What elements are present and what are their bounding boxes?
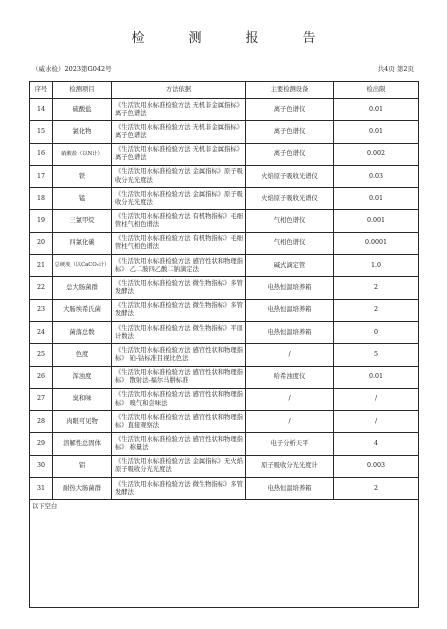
cell-device: / xyxy=(246,411,334,433)
cell-item: 浑浊度 xyxy=(53,366,112,388)
cell-no: 18 xyxy=(30,188,53,210)
cell-method: 《生活饮用水标准检验方法 感官性状和物理指标》 散射法-福尔马肼标准 xyxy=(112,366,246,388)
cell-no: 27 xyxy=(30,388,53,410)
cell-no: 16 xyxy=(30,143,53,165)
cell-limit: 0.01 xyxy=(334,121,419,143)
cell-item: 锰 xyxy=(53,188,112,210)
cell-method: 《生活饮用水标准检验方法 金属指标》原子吸收分光光度法 xyxy=(112,165,246,187)
cell-method: 《生活饮用水标准检验方法 感官性状和物理指标》 称量法 xyxy=(112,433,246,455)
cell-no: 31 xyxy=(30,478,53,500)
cell-limit: 0.01 xyxy=(334,366,419,388)
cell-item: 氯化物 xyxy=(53,121,112,143)
cell-limit: 0.01 xyxy=(334,99,419,121)
blank-row xyxy=(30,500,419,608)
cell-item: 铁 xyxy=(53,165,112,187)
cell-limit: 4 xyxy=(334,433,419,455)
cell-device: 火焰原子吸收光谱仪 xyxy=(246,188,334,210)
table-row xyxy=(30,388,419,410)
cell-method: 《生活饮用水标准检验方法 有机物指标》毛细管柱气相色谱法 xyxy=(112,210,246,232)
header-limit: 检出限 xyxy=(334,82,419,99)
table-row xyxy=(30,232,419,254)
table-row xyxy=(30,344,419,366)
cell-no: 25 xyxy=(30,344,53,366)
title-char: 告 xyxy=(302,31,316,46)
cell-device: 碱式滴定管 xyxy=(246,255,334,277)
cell-limit: 0.003 xyxy=(334,455,419,477)
cell-device: 电热恒温培养箱 xyxy=(246,321,334,343)
table-row xyxy=(30,121,419,143)
results-table xyxy=(29,81,419,608)
cell-no: 21 xyxy=(30,255,53,277)
header-method: 方法依据 xyxy=(112,82,246,99)
cell-method: 《生活饮用水标准检验方法 金属指标》原子吸收分光光度法 xyxy=(112,188,246,210)
cell-no: 22 xyxy=(30,277,53,299)
table-row xyxy=(30,210,419,232)
header-item: 检测项目 xyxy=(53,82,112,99)
table-row xyxy=(30,188,419,210)
cell-device: / xyxy=(246,344,334,366)
table-row xyxy=(30,455,419,477)
table-row xyxy=(30,299,419,321)
cell-no: 24 xyxy=(30,321,53,343)
cell-device: 电子分析天平 xyxy=(246,433,334,455)
page-info: 共4页 第2页 xyxy=(377,65,414,73)
cell-method: 《生活饮用水标准检验方法 感官性状和物理指标》 嗅气和尝味法 xyxy=(112,388,246,410)
table-row xyxy=(30,165,419,187)
cell-method: 《生活饮用水标准检验方法 微生物指标》平皿计数法 xyxy=(112,321,246,343)
cell-device: 电热恒温培养箱 xyxy=(246,277,334,299)
cell-item: 色度 xyxy=(53,344,112,366)
cell-item: 臭和味 xyxy=(53,388,112,410)
report-title xyxy=(0,27,447,46)
cell-limit: 0.01 xyxy=(334,188,419,210)
cell-limit: 0 xyxy=(334,321,419,343)
cell-limit: 0.002 xyxy=(334,143,419,165)
cell-device: 离子色谱仪 xyxy=(246,143,334,165)
table-row xyxy=(30,143,419,165)
cell-item: 大肠埃希氏菌 xyxy=(53,299,112,321)
cell-item: 四氯化碳 xyxy=(53,232,112,254)
cell-item: 硝酸盐（以N计） xyxy=(53,143,112,165)
cell-method: 《生活饮用水标准检验方法 无机非金属指标》离子色谱法 xyxy=(112,143,246,165)
cell-method: 《生活饮用水标准检验方法 无机非金属指标》离子色谱法 xyxy=(112,99,246,121)
cell-device: / xyxy=(246,388,334,410)
cell-limit: 2 xyxy=(334,299,419,321)
cell-method: 《生活饮用水标准检验方法 微生物指标》多管发酵法 xyxy=(112,299,246,321)
cell-item: 硫酸盐 xyxy=(53,99,112,121)
table-row xyxy=(30,433,419,455)
cell-limit: 0.03 xyxy=(334,165,419,187)
title-char: 检 xyxy=(131,31,145,46)
title-char: 测 xyxy=(188,31,202,46)
cell-no: 30 xyxy=(30,455,53,477)
cell-item: 耐热大肠菌群 xyxy=(53,478,112,500)
header-no: 序号 xyxy=(30,82,53,99)
cell-item: 溶解性总固体 xyxy=(53,433,112,455)
cell-limit: / xyxy=(334,388,419,410)
cell-limit: 2 xyxy=(334,277,419,299)
cell-method: 《生活饮用水标准检验方法 感官性状和物理指标》直接观察法 xyxy=(112,411,246,433)
cell-limit: 5 xyxy=(334,344,419,366)
cell-limit: 1.0 xyxy=(334,255,419,277)
cell-item: 三氯甲烷 xyxy=(53,210,112,232)
table-header-row xyxy=(30,82,419,99)
cell-limit: / xyxy=(334,411,419,433)
cell-limit: 0.0001 xyxy=(334,232,419,254)
cell-item: 肉眼可见物 xyxy=(53,411,112,433)
table-row xyxy=(30,321,419,343)
cell-limit: 0.001 xyxy=(334,210,419,232)
cell-limit: 2 xyxy=(334,478,419,500)
cell-no: 14 xyxy=(30,99,53,121)
cell-device: 离子色谱仪 xyxy=(246,121,334,143)
cell-no: 23 xyxy=(30,299,53,321)
cell-no: 19 xyxy=(30,210,53,232)
cell-device: 火焰原子吸收光谱仪 xyxy=(246,165,334,187)
blank-note: 以下空白 xyxy=(30,500,419,608)
table-row xyxy=(30,277,419,299)
cell-no: 26 xyxy=(30,366,53,388)
cell-item: 总硬度（以CaCO₃计） xyxy=(53,255,112,277)
cell-device: 电热恒温培养箱 xyxy=(246,299,334,321)
cell-item: 菌落总数 xyxy=(53,321,112,343)
report-number: （威水检）2023第G042号 xyxy=(32,65,112,73)
cell-no: 29 xyxy=(30,433,53,455)
cell-item: 铝 xyxy=(53,455,112,477)
table-row xyxy=(30,255,419,277)
cell-device: 原子吸收分光光度计 xyxy=(246,455,334,477)
title-char: 报 xyxy=(245,31,259,46)
table-row xyxy=(30,366,419,388)
cell-no: 15 xyxy=(30,121,53,143)
cell-method: 《生活饮用水标准检验方法 感官性状和物理指标》 铂-钴标准目视比色法 xyxy=(112,344,246,366)
cell-device: 气相色谱仪 xyxy=(246,232,334,254)
cell-no: 17 xyxy=(30,165,53,187)
cell-item: 总大肠菌群 xyxy=(53,277,112,299)
cell-method: 《生活饮用水标准检验方法 无机非金属指标》离子色谱法 xyxy=(112,121,246,143)
cell-method: 《生活饮用水标准检验方法 有机物指标》毛细管柱气相色谱法 xyxy=(112,232,246,254)
cell-no: 28 xyxy=(30,411,53,433)
cell-method: 《生活饮用水标准检验方法 感官性状和物理指标》 乙二胺四乙酸二钠滴定法 xyxy=(112,255,246,277)
header-device: 主要检测设备 xyxy=(246,82,334,99)
table-row xyxy=(30,99,419,121)
table-row xyxy=(30,478,419,500)
cell-device: 哈希浊度仪 xyxy=(246,366,334,388)
cell-no: 20 xyxy=(30,232,53,254)
cell-device: 电热恒温培养箱 xyxy=(246,478,334,500)
table-row xyxy=(30,411,419,433)
cell-method: 《生活饮用水标准检验方法 微生物指标》多管发酵法 xyxy=(112,277,246,299)
cell-device: 气相色谱仪 xyxy=(246,210,334,232)
cell-device: 离子色谱仪 xyxy=(246,99,334,121)
cell-method: 《生活饮用水标准检验方法 金属指标》无火焰原子吸收分光光度法 xyxy=(112,455,246,477)
cell-method: 《生活饮用水标准检验方法 微生物指标》多管发酵法 xyxy=(112,478,246,500)
